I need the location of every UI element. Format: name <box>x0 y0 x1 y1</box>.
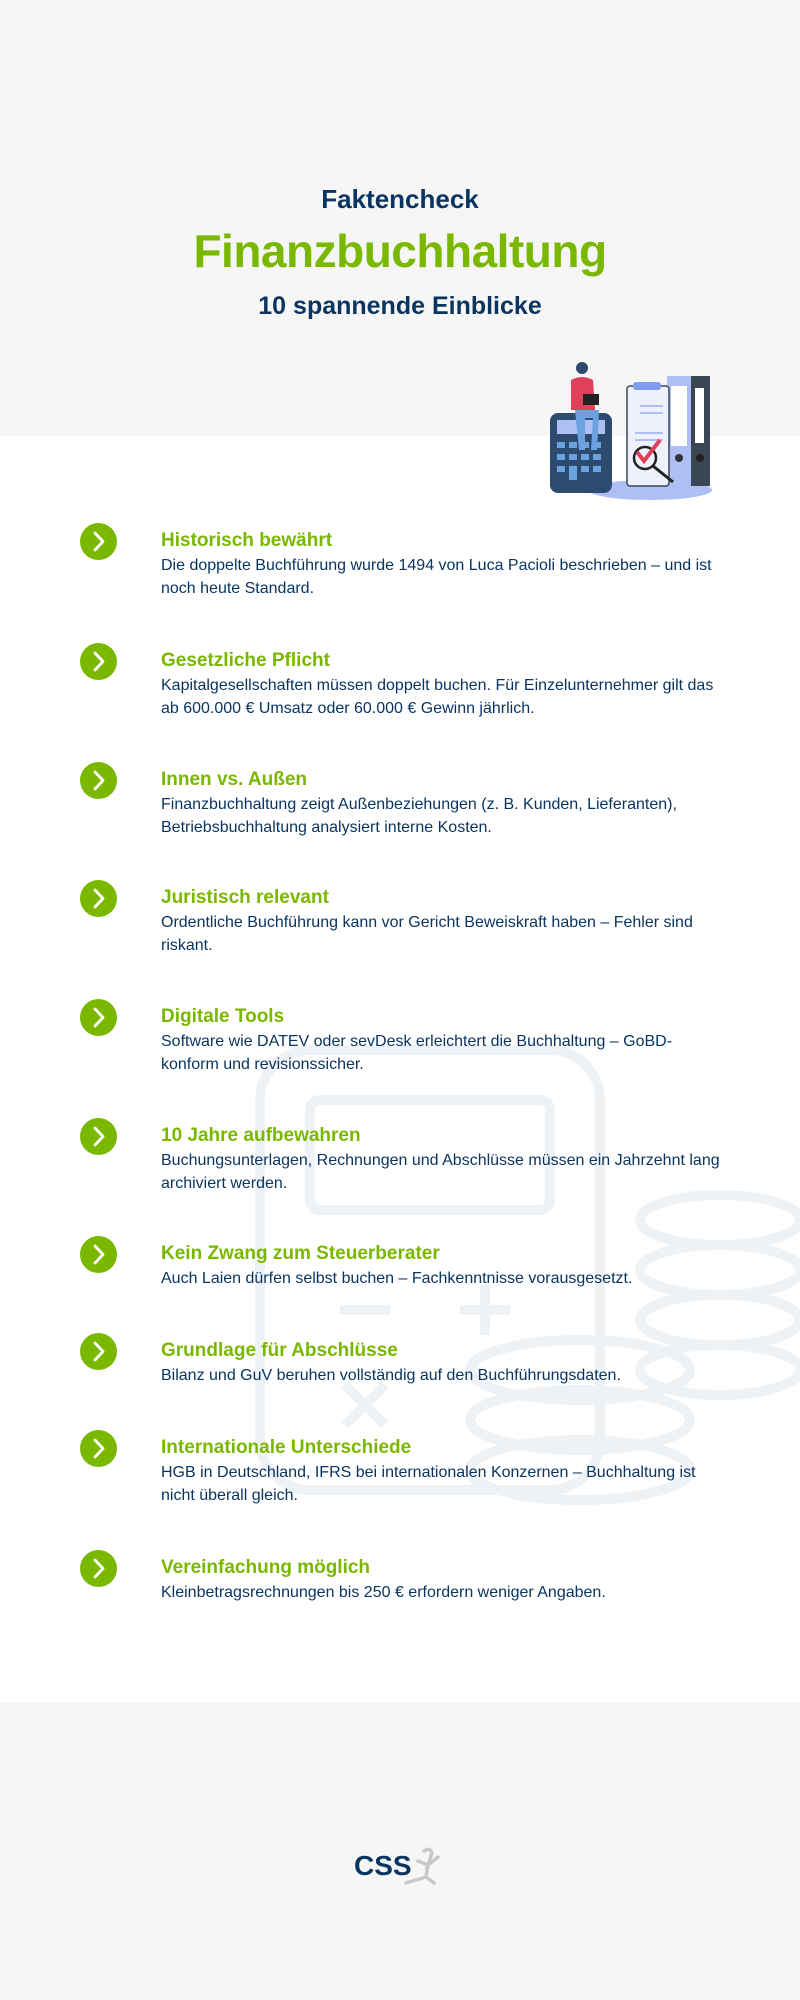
fact-text: Software wie DATEV oder sevDesk erleichtert die Buchhaltung – GoBD-konform und revisionssicher. <box>161 1033 673 1073</box>
fact-text: Auch Laien dürfen selbst buchen – Fachkenntnisse vorausgesetzt. <box>161 1270 633 1287</box>
chevron-right-icon <box>80 1118 117 1155</box>
fact-title: 10 Jahre aufbewahren <box>161 1125 361 1146</box>
css-logo <box>354 1845 448 1885</box>
chevron-right-icon <box>80 1550 117 1587</box>
fact-text: Finanzbuchhaltung zeigt Außenbeziehungen (z. B. Kunden, Lieferanten), Betriebsbuchhaltung analysiert interne Kosten. <box>161 796 677 836</box>
fact-text: Kapitalgesellschaften müssen doppelt buchen. Für Einzelunternehmer gilt das ab 600.000 € Umsatz oder 60.000 € Gewinn jährlich. <box>161 677 714 717</box>
fact-text: Kleinbetragsrechnungen bis 250 € erfordern weniger Angaben. <box>161 1584 606 1601</box>
fact-title: Digitale Tools <box>161 1006 285 1027</box>
fact-title: Vereinfachung möglich <box>161 1557 371 1578</box>
chevron-right-icon <box>80 880 117 917</box>
fact-title: Innen vs. Außen <box>161 769 308 790</box>
fact-text: Buchungsunterlagen, Rechnungen und Abschlüsse müssen ein Jahrzehnt lang archiviert werden. <box>161 1152 720 1192</box>
svg-text:CSS: CSS <box>354 1850 412 1881</box>
chevron-right-icon <box>80 643 117 680</box>
chevron-right-icon <box>80 1430 117 1467</box>
fact-title: Grundlage für Abschlüsse <box>161 1340 398 1361</box>
fact-title: Kein Zwang zum Steuerberater <box>161 1243 440 1264</box>
fact-title: Internationale Unterschiede <box>161 1437 412 1458</box>
chevron-right-icon <box>80 1236 117 1273</box>
fact-title: Juristisch relevant <box>161 887 329 908</box>
fact-text: Die doppelte Buchführung wurde 1494 von Luca Pacioli beschrieben – und ist noch heute Standard. <box>161 557 712 597</box>
fact-text: Bilanz und GuV beruhen vollständig auf den Buchführungsdaten. <box>161 1367 621 1384</box>
chevron-right-icon <box>80 1333 117 1370</box>
page-title: Finanzbuchhaltung <box>193 225 607 277</box>
page-subtitle: 10 spannende Einblicke <box>258 292 542 320</box>
fact-title: Gesetzliche Pflicht <box>161 650 330 671</box>
fact-text: Ordentliche Buchführung kann vor Gericht Beweiskraft haben – Fehler sind riskant. <box>161 914 693 954</box>
chevron-right-icon <box>80 523 117 560</box>
fact-text: HGB in Deutschland, IFRS bei internationalen Konzernen – Buchhaltung ist nicht überall gleich. <box>161 1464 696 1504</box>
fact-title: Historisch bewährt <box>161 530 333 551</box>
kicker: Faktencheck <box>321 184 479 214</box>
accounting-illustration <box>545 358 715 503</box>
chevron-right-icon <box>80 999 117 1036</box>
chevron-right-icon <box>80 762 117 799</box>
